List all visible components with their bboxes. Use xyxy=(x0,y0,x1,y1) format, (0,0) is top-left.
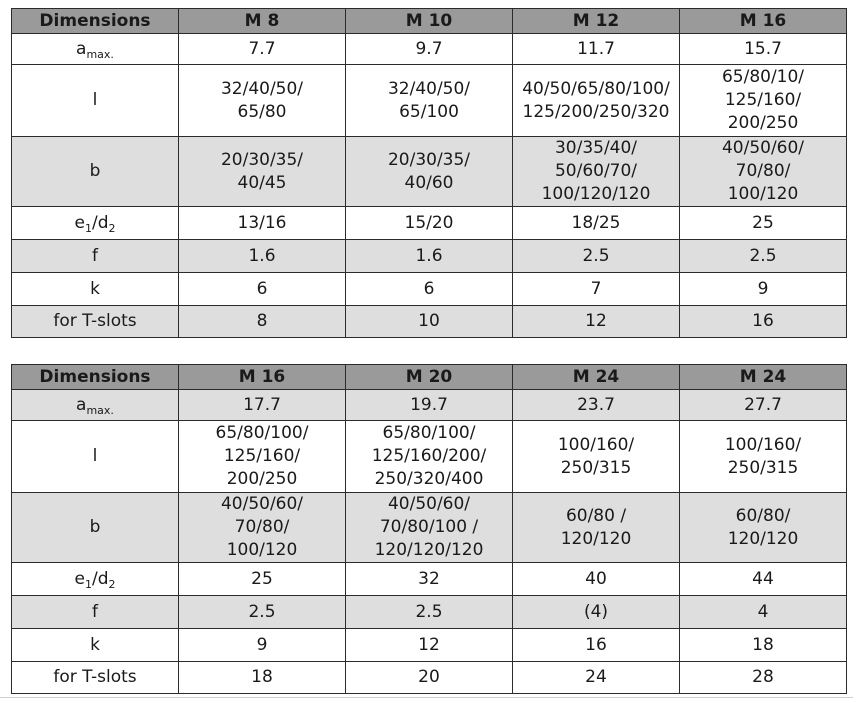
table-cell: 15/20 xyxy=(346,207,513,240)
table-cell: 20/30/35/ 40/60 xyxy=(346,137,513,207)
table-row xyxy=(12,662,847,694)
table-cell: 40/50/60/ 70/80/ 100/120 xyxy=(179,493,346,563)
table-row xyxy=(12,390,847,421)
table-cell: 9.7 xyxy=(346,34,513,65)
page-bottom-divider xyxy=(0,697,853,698)
table-cell: 20 xyxy=(346,662,513,694)
table-cell: 7.7 xyxy=(179,34,346,65)
table-cell: 4 xyxy=(680,596,847,629)
table-cell: 6 xyxy=(346,273,513,306)
table-cell: 32/40/50/ 65/80 xyxy=(179,65,346,137)
table-cell: 12 xyxy=(513,306,680,338)
header-size: M 20 xyxy=(346,365,513,390)
header-size: M 12 xyxy=(513,9,680,34)
table-cell: 44 xyxy=(680,563,847,596)
table-cell: 15.7 xyxy=(680,34,847,65)
table-cell: 2.5 xyxy=(513,240,680,273)
table-cell: 23.7 xyxy=(513,390,680,421)
table-cell: 40/50/60/ 70/80/100 / 120/120/120 xyxy=(346,493,513,563)
table-row xyxy=(12,629,847,662)
dimensions-table-1 xyxy=(11,8,847,338)
row-label: f xyxy=(12,240,179,273)
table-cell: 65/80/100/ 125/160/ 200/250 xyxy=(179,421,346,493)
row-label: for T-slots xyxy=(12,662,179,694)
table-row xyxy=(12,34,847,65)
table-cell: 12 xyxy=(346,629,513,662)
row-label: $a_{max.}$ xyxy=(12,34,179,65)
table-cell: 20/30/35/ 40/45 xyxy=(179,137,346,207)
table-cell: 7 xyxy=(513,273,680,306)
table-cell: 2.5 xyxy=(179,596,346,629)
table-cell: 16 xyxy=(513,629,680,662)
table-cell: 2.5 xyxy=(346,596,513,629)
header-dimensions: Dimensions xyxy=(12,9,179,34)
dimensions-table-2 xyxy=(11,364,847,694)
table-row xyxy=(12,421,847,493)
table-cell: 8 xyxy=(179,306,346,338)
table-cell: 40 xyxy=(513,563,680,596)
header-size: M 16 xyxy=(680,9,847,34)
table-row xyxy=(12,306,847,338)
table-cell: 19.7 xyxy=(346,390,513,421)
table-row xyxy=(12,563,847,596)
row-label: $a_{max.}$ xyxy=(12,390,179,421)
table-row xyxy=(12,65,847,137)
table-cell: 60/80/ 120/120 xyxy=(680,493,847,563)
row-label: for T-slots xyxy=(12,306,179,338)
table-cell: 13/16 xyxy=(179,207,346,240)
table-cell: 9 xyxy=(179,629,346,662)
table-cell: 25 xyxy=(680,207,847,240)
row-label: k xyxy=(12,273,179,306)
table-cell: 6 xyxy=(179,273,346,306)
table-cell: 24 xyxy=(513,662,680,694)
table-cell: 65/80/100/ 125/160/200/ 250/320/400 xyxy=(346,421,513,493)
table-header-row xyxy=(12,9,847,34)
table-cell: 40/50/60/ 70/80/ 100/120 xyxy=(680,137,847,207)
table-row xyxy=(12,240,847,273)
row-label: b xyxy=(12,137,179,207)
table-cell: 32/40/50/ 65/100 xyxy=(346,65,513,137)
row-label: $e_1/d_2$ xyxy=(12,207,179,240)
table-cell: 9 xyxy=(680,273,847,306)
table-cell: 17.7 xyxy=(179,390,346,421)
table-cell: 40/50/65/80/100/ 125/200/250/320 xyxy=(513,65,680,137)
row-label: f xyxy=(12,596,179,629)
table-row xyxy=(12,273,847,306)
table-cell: 18 xyxy=(179,662,346,694)
header-size: M 16 xyxy=(179,365,346,390)
table-cell: 11.7 xyxy=(513,34,680,65)
table-cell: 10 xyxy=(346,306,513,338)
table-cell: 1.6 xyxy=(179,240,346,273)
table-cell: 2.5 xyxy=(680,240,847,273)
row-label: l xyxy=(12,421,179,493)
table-row xyxy=(12,596,847,629)
table-row xyxy=(12,493,847,563)
header-size: M 24 xyxy=(680,365,847,390)
row-label: l xyxy=(12,65,179,137)
table-cell: 25 xyxy=(179,563,346,596)
table-cell: 1.6 xyxy=(346,240,513,273)
table-cell: 60/80 / 120/120 xyxy=(513,493,680,563)
table-cell: 28 xyxy=(680,662,847,694)
table-cell: (4) xyxy=(513,596,680,629)
table-cell: 18/25 xyxy=(513,207,680,240)
table-cell: 16 xyxy=(680,306,847,338)
header-size: M 24 xyxy=(513,365,680,390)
table-cell: 27.7 xyxy=(680,390,847,421)
table-cell: 18 xyxy=(680,629,847,662)
table-header-row xyxy=(12,365,847,390)
header-size: M 8 xyxy=(179,9,346,34)
table-row xyxy=(12,207,847,240)
table-cell: 100/160/ 250/315 xyxy=(680,421,847,493)
table-cell: 32 xyxy=(346,563,513,596)
row-label: b xyxy=(12,493,179,563)
row-label: k xyxy=(12,629,179,662)
header-dimensions: Dimensions xyxy=(12,365,179,390)
table-cell: 100/160/ 250/315 xyxy=(513,421,680,493)
table-row xyxy=(12,137,847,207)
header-size: M 10 xyxy=(346,9,513,34)
row-label: $e_1/d_2$ xyxy=(12,563,179,596)
table-cell: 65/80/10/ 125/160/ 200/250 xyxy=(680,65,847,137)
table-cell: 30/35/40/ 50/60/70/ 100/120/120 xyxy=(513,137,680,207)
